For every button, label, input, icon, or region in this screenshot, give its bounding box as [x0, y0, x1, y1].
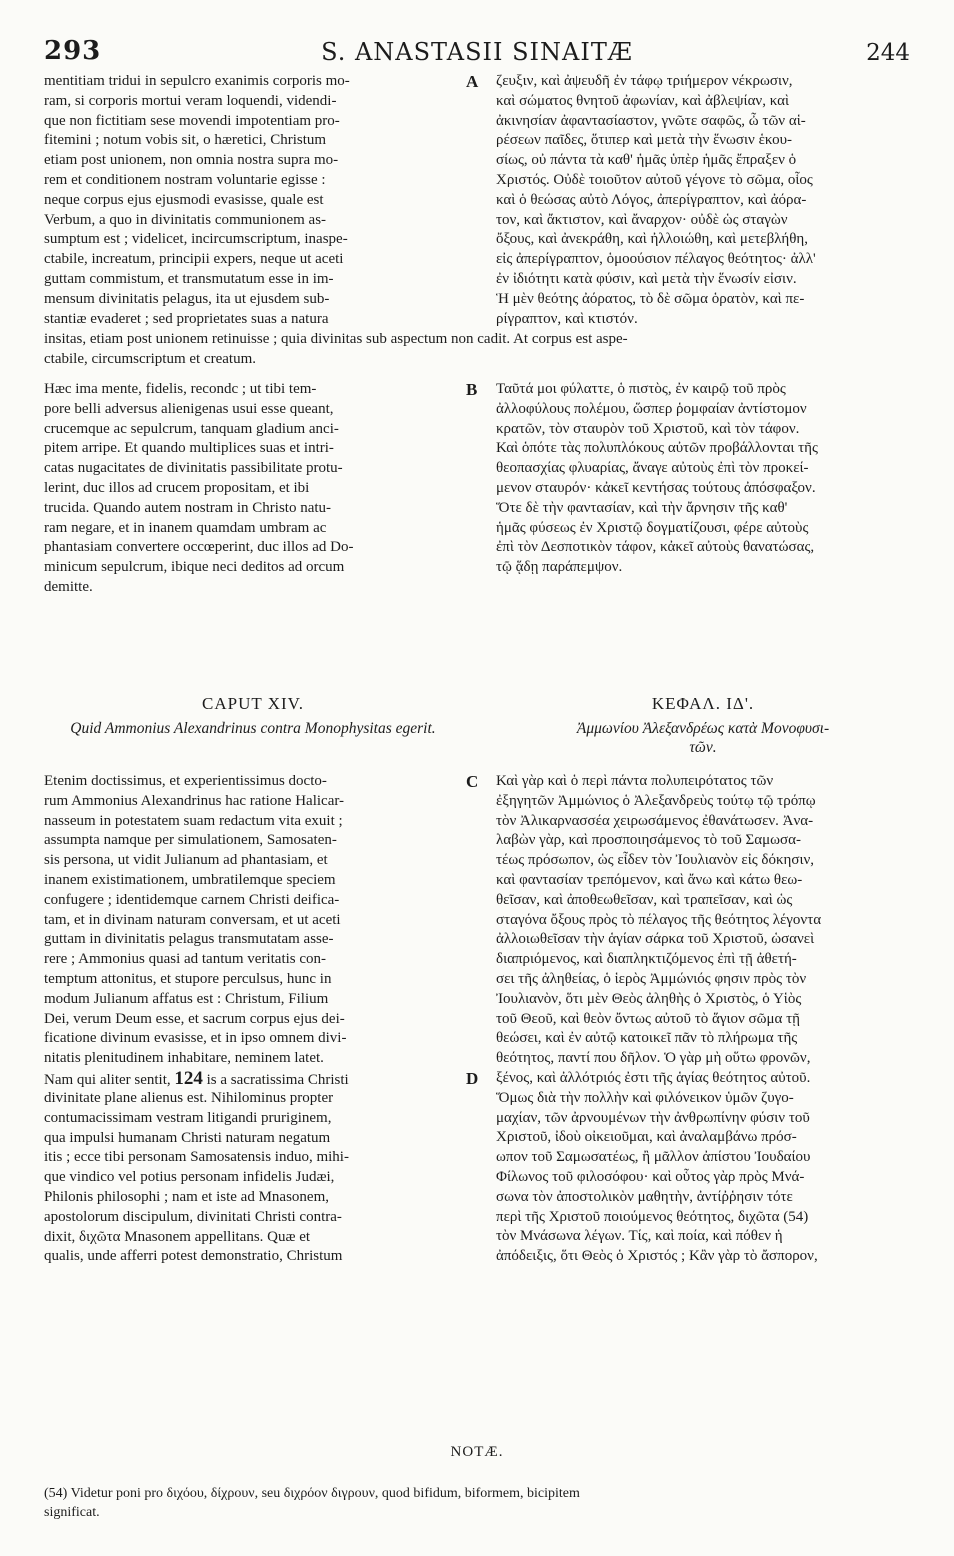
running-title: S. ANASTASII SINAITÆ: [321, 38, 633, 66]
margin-marker-c: C: [466, 772, 479, 791]
latin-line-end: is a sacratissima Christi: [206, 1072, 349, 1088]
latin-text-bottom-c: divinitate plane alienus est. Nihilominus propter contumacissimam vestram litigandi pruriginem, qua impulsi humanam Christi naturam negatum itis ; ecce tibi personam Samosatensis induo, mihi- que vindico vel potius personam infidelis Judæi, Philonis philosophi ; nam et iste ad Mnasonem, apostolorum discipulum, divinitati Christi contra- dixit, διχῶτα Mnasonem appellitans. Quæ et qualis, unde afferri potest demonstratio, Christum: [44, 1090, 349, 1265]
latin-text-span: insitas, etiam post unionem retinuisse ; quia divinitas sub aspectum non cadit. At corpus est aspe- ctabile, circumscriptum et creatum.: [44, 331, 628, 367]
margin-marker-a: A: [466, 72, 479, 91]
greek-text-top: ζευξιν, καὶ ἀψευδῆ ἐν τάφῳ τριήμερον νέκρωσιν, καὶ σώματος θνητοῦ ἀφωνίαν, καὶ ἀβλεψίαν, καὶ ἀκινησίαν ἀφαντασίαστον, γνῶτε σαφῶς, ὦ τῶν αἱ- ρέσεων παῖδες, ὅτιπερ καὶ μετὰ τὴν ἕνωσιν ἑκου- σίως, οὐ πάντα τὰ καθ' ἡμᾶς ὑπὲρ ἡμᾶς ἔπραξεν ὁ Χριστός. Οὐδὲ τοιοῦτον αὐτοῦ γέγονε τὸ σῶμα, οἷος καὶ ὁ θεώσας αὐτὸ Λόγος, ἀπερίγραπτον, καὶ ἀόρα- τον, καὶ ἄκτιστον, καὶ ἄναρχον· οὐδὲ ὡς σταγὼν ὄξους, καὶ ἀνεκράθη, καὶ ἠλλοιώθη, καὶ μετεβλήθη, εἰς ἀπερίγραπτον, ὁμοούσιον πέλαγος θεότητος· ἀλλ' ἐν ἰδιότητι κατὰ φύσιν, καὶ μετὰ τὴν ἕνωσίν εἰσιν. Ἡ μὲν θεότης ἀόρατος, τὸ δὲ σῶμα ὁρατὸν, καὶ πε- ρίγραπτον, καὶ κτιστόν.: [496, 73, 816, 327]
latin-text-middle: Hæc ima mente, fidelis, recondc ; ut tibi tem- pore belli adversus alienigenas usui esse queant, crucemque ac sepulcrum, tanquam gladium anci- pitem arripe. Et quando multiplices suas et intri- catas nugacitates de divinitatis passibilitate protu- lerint, duc illos ad crucem propositam, et ibi trucida. Quando autem nostram in Christo natu- ram negare, et in inanem quamdam umbram ac phantasiam convertere occœperint, duc illos ad Do- minicum sepulcrum, ibique neci deditos ad orcum demitte.: [44, 381, 354, 595]
greek-text-middle: Ταῦτά μοι φύλαττε, ὁ πιστὸς, ἐν καιρῷ τοῦ πρὸς ἀλλοφύλους πολέμου, ὥσπερ ῥομφαίαν ἀντίστομον κρατῶν, τὸν σταυρὸν τοῦ Χριστοῦ, καὶ τὸν τάφον. Καὶ ὁπότε τὰς πολυπλόκους αὐτῶν προβάλλονται τῆς θεοπασχίας φλυαρίας, ἄναγε αὐτοὺς ἐπὶ τὸν προκεί- μενον σταυρόν· κἀκεῖ κεντήσας τούτους ἀπόσφαξον. Ὅτε δὲ τὴν φαντασίαν, καὶ τὴν ἄρνησιν τῆς καθ' ἡμᾶς φύσεως ἐν Χριστῷ δογματίζουσι, φέρε αὐτοὺς ἐπὶ τὸν Δεσποτικὸν τάφον, κἀκεῖ αὐτοὺς θανατώσας, τῷ ᾅδῃ παράπεμψον.: [496, 381, 818, 576]
latin-line-with-column-number: [44, 1069, 462, 1091]
latin-text-bottom-a: Etenim doctissimus, et experientissimus docto- rum Ammonius Alexandrinus hac ratione Halicar- nasseum in potestatem suam redactum vita exuit ; assumpta namque per simulationem, Samosaten- sis persona, ut vidit Julianum ad phantasiam, et inanem existimationem, umbratilemque speciem confugere ; identidemque carnem Christi deifica- tam, et in divinam naturam conversam, et ut aceti guttam in divinitatis pelagus transmutatam asse- rere ; Ammonius quasi ad tantum veritatis con- temptum attonitus, et stupore perculsus, hunc in modum Julianum affatus est : Christum, Filium Dei, verum Deum esse, et sacrum corpus ejus dei- ficatione divinum evasisse, et in ipso omnem divi- nitatis plenitudinem inhabitare, neminem latet.: [44, 773, 347, 1067]
latin-text-top: mentitiam tridui in sepulcro exanimis corporis mo- ram, si corporis mortui veram loquendi, videndi- que non fictitiam sese movendi impotentiam pro- fitemini ; notum vobis sit, o hæretici, Christum etiam post unionem, non omnia nostra supra mo- rem et conditionem nostram voluntarie egisse : neque corpus ejus ejusmodi evasisse, quale est Verbum, a quo in divinitatis communionem as- sumptum est ; videlicet, incircumscriptum, inaspe- ctabile, increatum, principii expers, neque ut aceti guttam commistum, et transmutatum esse in im- mensum divinitatis pelagus, ita ut ejusdem sub- stantiæ evaderet ; sed proprietates suas a natura: [44, 73, 350, 327]
latin-chapter-subtitle: Quid Ammonius Alexandrinus contra Monophysitas egerit.: [70, 720, 436, 737]
greek-chapter-subtitle: Ἀμμωνίου Ἀλεξανδρέως κατὰ Μονοφυσι- τῶν.: [576, 720, 830, 756]
margin-marker-d: D: [466, 1069, 479, 1088]
greek-text-bottom: Καὶ γὰρ καὶ ὁ περὶ πάντα πολυπειρότατος τῶν ἐξηγητῶν Ἀμμώνιος ὁ Ἀλεξανδρεὺς τούτῳ τῷ τρόπῳ τὸν Ἀλικαρνασσέα χειρωσάμενος ἐθανάτωσεν. Ἀνα- λαβὼν γὰρ, καὶ προσποιησάμενος τὸ τοῦ Σαμωσα- τέως πρόσωπον, ὡς εἶδεν τὸν Ἰουλιανὸν εἰς δόκησιν, καὶ φαντασίαν τρεπόμενον, καὶ ἄνω καὶ κάτω θεω- θεῖσαν, καὶ ἀποθεωθεῖσαν, καὶ τραπεῖσαν, καὶ ὡς σταγόνα ὄξους πρὸς τὸ πέλαγος τῆς θεότητος λέγοντα ἀλλοιωθεῖσαν τὴν ἁγίαν σάρκα τοῦ Χριστοῦ, ὡσανεὶ διαπριόμενος, καὶ διαπληκτιζόμενος ἐπὶ τῇ ἀθετή- σει τῆς ἀληθείας, ὁ ἱερὸς Ἀμμώνιός φησιν πρὸς τὸν Ἰουλιανὸν, ὅτι μὲν Θεὸς ἀληθὴς ὁ Χριστὸς, ὁ Υἱὸς τοῦ Θεοῦ, καὶ θεὸν ὄντως αὐτοῦ τὸ ἅγιον σῶμα τῇ θεώσει, καὶ ἐν αὐτῷ κατοικεῖ πᾶν τὸ πλήρωμα τῆς θεότητος, παντί που δῆλον. Ὁ γὰρ μὴ οὕτω φρονῶν, ξένος, καὶ ἀλλότριός ἐστι τῆς ἁγίας θεότητος αὐτοῦ. Ὅμως διὰ τὴν πολλὴν καὶ φιλόνεικον ὑμῶν ζυγο- μαχίαν, τῶν ἀρνουμένων τὴν ἀνθρωπίνην φύσιν τοῦ Χριστοῦ, ἰδοὺ οἰκειοῦμαι, καὶ ἀναλαμβάνω πρόσ- ωπον τοῦ Σαμωσατέως, ἢ μᾶλλον ἀπίστου Ἰουδαίου Φίλωνος τοῦ φιλοσόφου· καὶ οὗτος γὰρ πρὸς Μνά- σωνα τὸν ἀποστολικὸν μαθητὴν, ἀντίῤῥησιν τότε περὶ τῆς Χριστοῦ ποιούμενος θεότητος, διχῶτα (54) τὸν Μνάσωνα λέγων. Τίς, καὶ ποία, καὶ πόθεν ἡ ἀπόδειξις, ὅτι Θεὸς ὁ Χριστός ; Κἂν γὰρ τὸ ἄσπορον,: [496, 773, 822, 1265]
margin-marker-b: B: [466, 380, 478, 399]
latin-line-start: Nam qui aliter sentit,: [44, 1072, 171, 1088]
latin-chapter-heading: CAPUT XIV.: [202, 694, 304, 713]
notes-heading: NOTÆ.: [450, 1444, 504, 1460]
column-number: 124: [174, 1068, 203, 1089]
greek-chapter-heading: ΚΕΦΑΛ. ΙΔ'.: [651, 694, 755, 713]
footnote-54: (54) Videtur poni pro διχόου, δίχρουν, seu διχρόον διγρουν, quod bifidum, biformem, bicipitem significat.: [44, 1486, 580, 1520]
page-number-right: 244: [866, 40, 910, 66]
page-number-left: 293: [44, 36, 102, 66]
page-header: [44, 36, 910, 72]
